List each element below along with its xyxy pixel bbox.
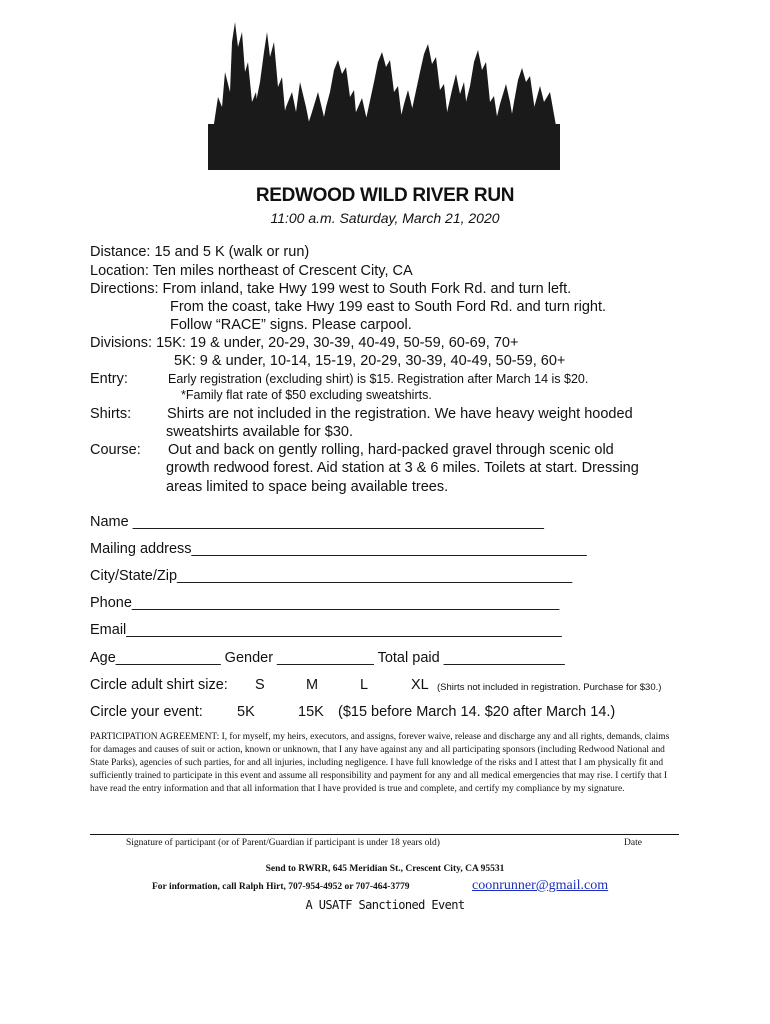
distance-line: Distance: 15 and 5 K (walk or run) — [90, 244, 310, 260]
event-choice-label: Circle your event: — [90, 704, 203, 720]
event-title: REDWOOD WILD RIVER RUN — [255, 185, 515, 206]
mailing-address-field[interactable]: Mailing address_________________________________________________ — [90, 541, 587, 557]
contact-email-link[interactable]: coonrunner@gmail.com — [472, 878, 609, 893]
shirt-size-l[interactable]: L — [360, 677, 369, 693]
course-text-3: areas limited to space being available trees. — [166, 479, 449, 495]
shirt-size-label: Circle adult shirt size: — [90, 677, 228, 693]
event-price-note: ($15 before March 14. $20 after March 14.) — [338, 704, 616, 720]
date-label: Date — [624, 838, 642, 848]
shirt-size-m[interactable]: M — [306, 677, 319, 693]
shirts-text-2: sweatshirts available for $30. — [166, 424, 353, 440]
entry-text: Early registration (excluding shirt) is $15. Registration after March 14 is $20. — [168, 372, 589, 386]
shirt-size-xl[interactable]: XL — [411, 677, 429, 693]
shirts-text-1: Shirts are not included in the registration. We have heavy weight hooded — [167, 406, 633, 422]
mailing-instructions: Send to RWRR, 645 Meridian St., Crescent City, CA 95531 — [265, 864, 505, 874]
city-state-zip-field[interactable]: City/State/Zip_________________________________________________ — [90, 568, 573, 584]
shirt-size-s[interactable]: S — [255, 677, 265, 693]
event-5k-option[interactable]: 5K — [237, 704, 255, 720]
course-text-2: growth redwood forest. Aid station at 3 & 6 miles. Toilets at start. Dressing — [166, 460, 639, 476]
directions-line-1: Directions: From inland, take Hwy 199 west to South Fork Rd. and turn left. — [90, 281, 572, 297]
participation-agreement: PARTICIPATION AGREEMENT: I, for myself, my heirs, executors, and assigns, forever waive, release and discharge any and all rights, demands, claims for damages and causes of suit or action, known or unknown, that I any have against any and all participating sponsors (including Redwood National and State Parks), agencies of such parties, for and all injuries, including negligence. I have full knowledge of the risks and I attest that I am physically fit and sufficiently trained to participate in this event and assume all responsibility and payment for any and all medical emergencies that may rise. I certify that I have read the entry information and that all information that I have provided is true and complete, and certify my compliance by my signature. — [90, 732, 670, 794]
email-field[interactable]: Email______________________________________________________ — [90, 622, 562, 638]
event-datetime: 11:00 a.m. Saturday, March 21, 2020 — [270, 210, 500, 226]
signature-label: Signature of participant (or of Parent/Guardian if participant is under 18 years old) — [126, 838, 440, 848]
directions-line-2: From the coast, take Hwy 199 east to South Ford Rd. and turn right. — [170, 299, 607, 315]
divisions-line-1: Divisions: 15K: 19 & under, 20-29, 30-39, 40-49, 50-59, 60-69, 70+ — [90, 335, 519, 351]
course-label: Course: — [90, 442, 141, 458]
shirt-note: (Shirts not included in registration. Purchase for $30.) — [437, 682, 662, 693]
name-field[interactable]: Name ___________________________________________________ — [90, 514, 544, 530]
divisions-line-2: 5K: 9 & under, 10-14, 15-19, 20-29, 30-39, 40-49, 50-59, 60+ — [174, 353, 566, 369]
event-15k-option[interactable]: 15K — [298, 704, 324, 720]
location-line: Location: Ten miles northeast of Crescent City, CA — [90, 263, 413, 279]
shirts-label: Shirts: — [90, 406, 132, 422]
age-gender-total-field[interactable]: Age_____________ Gender ____________ Total paid _______________ — [90, 650, 565, 666]
entry-label: Entry: — [90, 371, 128, 387]
signature-line[interactable] — [90, 834, 679, 835]
phone-field[interactable]: Phone_____________________________________________________ — [90, 595, 560, 611]
entry-family-note: *Family flat rate of $50 excluding sweatshirts. — [181, 388, 432, 402]
directions-line-3: Follow “RACE” signs. Please carpool. — [170, 317, 412, 333]
usatf-sanction: A USATF Sanctioned Event — [305, 898, 465, 912]
course-text-1: Out and back on gently rolling, hard-packed gravel through scenic old — [168, 442, 614, 458]
forest-treeline-icon — [208, 12, 560, 170]
contact-info: For information, call Ralph Hirt, 707-954-4952 or 707-464-3779 — [152, 882, 410, 892]
